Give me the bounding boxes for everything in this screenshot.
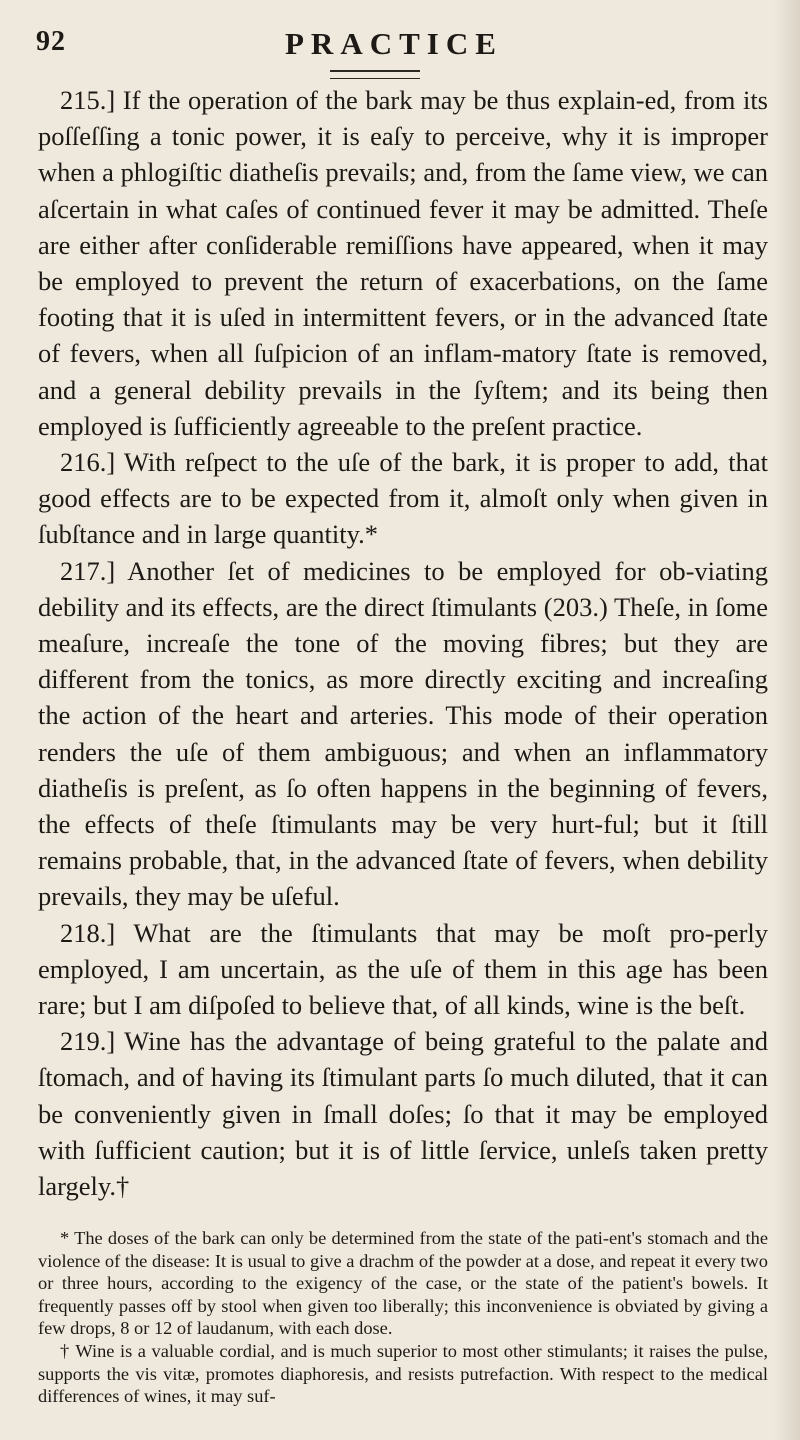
paragraph-217: 217.] Another ſet of medicines to be employed for ob-viating debility and its effects, are the direct ſtimulants (203.) Theſe, in ſome meaſure, increaſe the tone of the moving fibres; but they are different from the tonics, as more directly exciting and increaſing the action of the heart and arteries. This mode of their operation renders the uſe of them ambiguous; and when an inflammatory diatheſis is preſent, as ſo often happens in the beginning of fevers, the effects of theſe ſtimulants may be very hurt-ful; but it ſtill remains probable, that, in the advanced ſtate of fevers, when debility prevails, they may be uſeful. (38, 555, 768, 912)
paragraph-219: 219.] Wine has the advantage of being grateful to the palate and ſtomach, and of having its ſtimulant parts ſo much diluted, that it can be conveniently given in ſmall doſes; ſo that it may be employed with ſufficient caution; but it is of little ſervice, unleſs taken pretty largely.† (38, 1026, 768, 1202)
footnotes (38, 1227, 768, 1408)
paragraph-216: 216.] With reſpect to the uſe of the bark, it is proper to add, that good effects are to be expected from it, almoſt only when given in ſubſtance and in large quantity.* (38, 447, 768, 550)
paragraph-215: 215.] If the operation of the bark may be thus explain-ed, from its poſſeſſing a tonic power, it is eaſy to perceive, why it is improper when a phlogiſtic diatheſis prevails; and, from the ſame view, we can aſcertain in what caſes of continued fever it may be admitted. Theſe are either after conſiderable remiſſions have appeared, when it may be employed to prevent the return of exacerbations, on the ſame footing that it is uſed in intermittent fevers, or in the advanced ſtate of fevers, when all ſuſpicion of an inflam-matory ſtate is removed, and a general debility prevails in the ſyſtem; and its being then employed is ſufficiently agreeable to the preſent practice. (38, 85, 768, 441)
page-number: 92 (36, 26, 66, 57)
footnote-bark-doses: * The doses of the bark can only be determined from the state of the pati-ent's stomach and the violence of the disease: It is usual to give a drachm of the powder at a dose, and repeat it every two or three hours, according to the exigency of the case, or the state of the patient's bowels. It frequently passes off by stool when given too liberally; this inconvenience is obviated by giving a few drops, 8 or 12 of laudanum, with each dose. (38, 1228, 768, 1339)
footnote-wine: † Wine is a valuable cordial, and is much superior to most other stimulants; it raises the pulse, supports the vis vitæ, promotes diaphoresis, and resists putrefaction. With respect to the medical differences of wines, it may suf- (38, 1340, 768, 1407)
page-header (30, 26, 760, 66)
running-head: PRACTICE (285, 26, 503, 61)
page-edge-shadow (774, 0, 800, 1440)
body-text (38, 82, 768, 1204)
paragraph-218: 218.] What are the ſtimulants that may be moſt pro-perly employed, I am uncertain, as the uſe of them in this age has been rare; but I am diſpoſed to believe that, of all kinds, wine is the beſt. (38, 917, 768, 1021)
header-rule-ornament (330, 70, 420, 79)
